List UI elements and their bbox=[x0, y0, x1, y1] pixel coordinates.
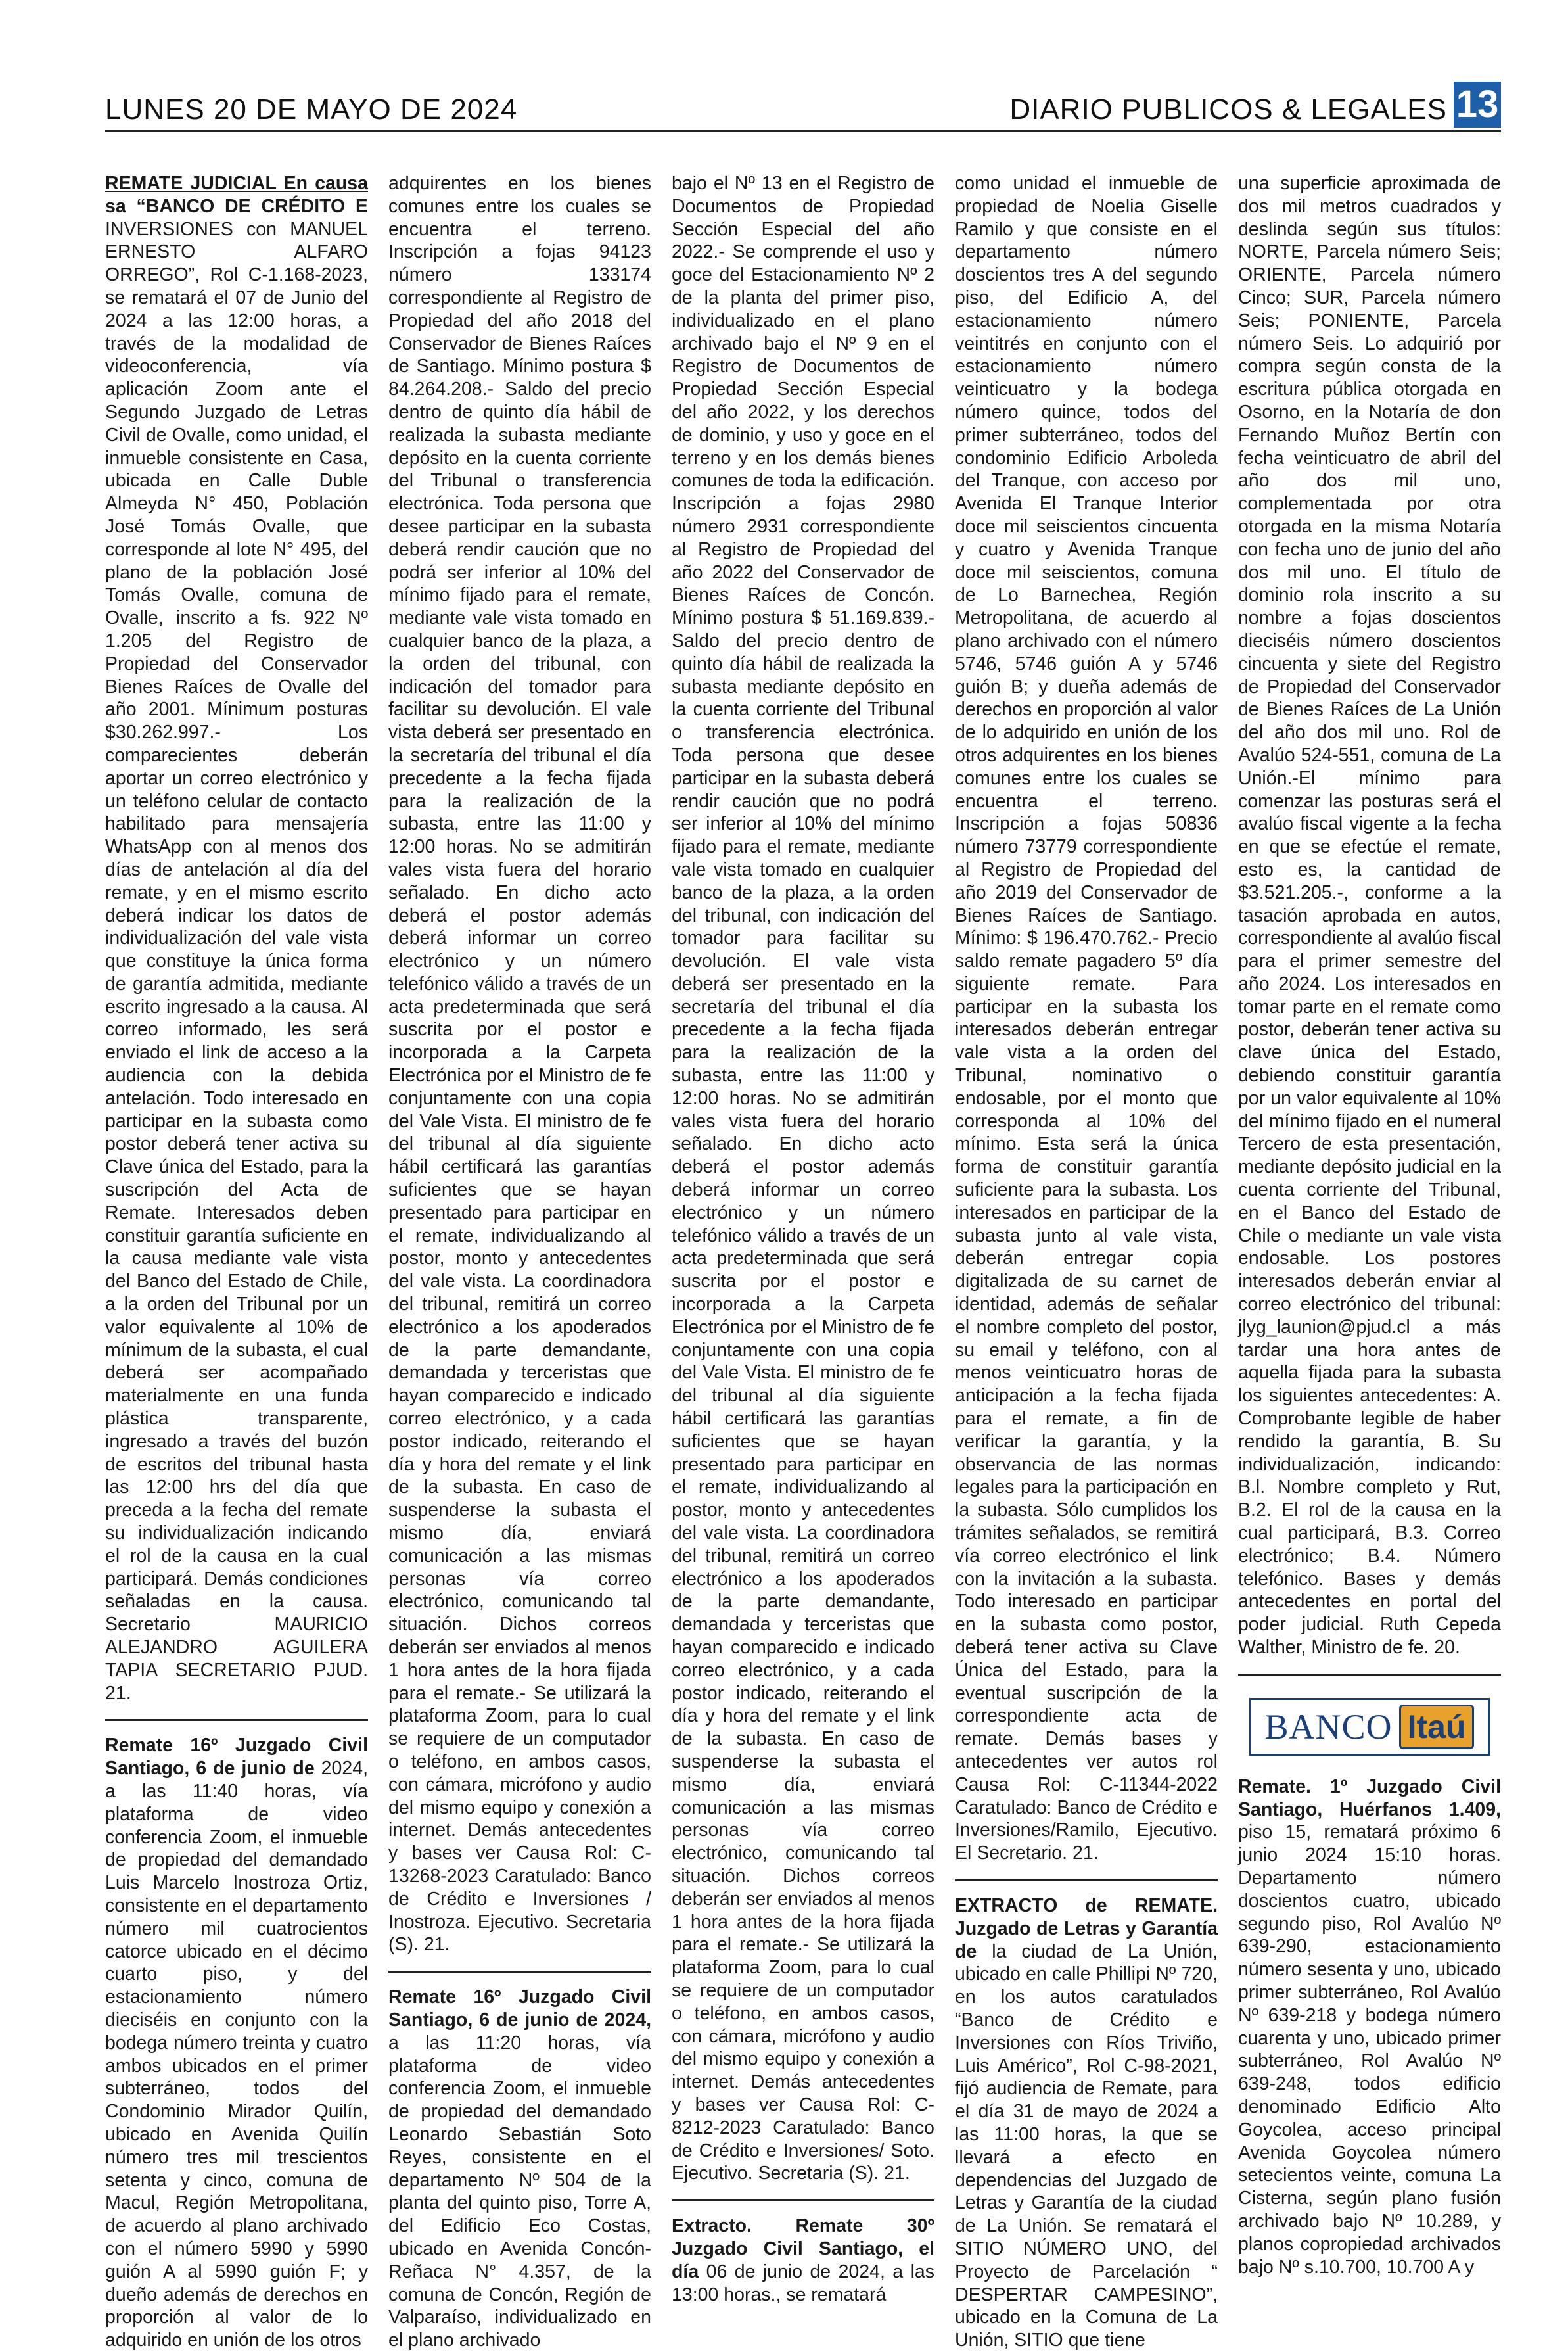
notice-divider bbox=[1238, 1674, 1501, 1676]
logo-banco-text: BANCO bbox=[1264, 1706, 1393, 1747]
notice-divider bbox=[672, 2199, 934, 2201]
notice-body: 06 de junio de 2024, a las 13:00 horas., se rematará bbox=[672, 2261, 934, 2305]
banco-itau-logo bbox=[1249, 1698, 1490, 1756]
notice-divider bbox=[105, 1719, 368, 1721]
notice-body: bajo el Nº 13 en el Registro de Documentos de Propiedad Sección Especial del año 2022.- Se comprende el uso y goce del Estacionamiento Nº 2 de la planta del primer piso, individualizado en el plano archivado bajo el Nº 9 en el Registro de Documentos de Propiedad Sección Especial del año 2022, y los derechos de dominio, y uso y goce en el terreno y en los demás bienes comunes de toda la edificación. Inscripción a fojas 2980 número 2931 correspondiente al Registro de Propiedad del año 2022 del Conservador de Bienes Raíces de Concón. Mínimo postura $ 51.169.839.- Saldo del precio dentro de quinto día hábil de realizada la subasta mediante depósito en la cuenta corriente del Tribunal o transferencia electrónica. Toda persona que desee participar en la subasta deberá rendir caución que no podrá ser inferior al 10% del mínimo fijado para el remate, mediante vale vista tomado en cualquier banco de la plaza, a la orden del tribunal, con indicación del tomador para facilitar su devolución. El vale vista deberá ser presentado en la secretaría del tribunal el día precedente a la fecha fijada para la realización de la subasta, entre las 11:00 y 12:00 horas. No se admitirán vales vista fuera del horario señalado. En dicho acto deberá el postor además deberá informar un correo electrónico y un número telefónico válido a través de un acta predeterminada que será suscrita por el postor e incorporada a la Carpeta Electrónica por el Ministro de fe conjuntamente con una copia del Vale Vista. El ministro de fe del tribunal al día siguiente hábil certificará las garantías suficientes que se hayan presentado para participar en el remate, individualizando al postor, monto y antecedentes del vale vista. La coordinadora del tribunal, remitirá un correo electrónico a los apoderados de la parte demandante, demandada y terceristas que hayan comparecido e indicado correo electrónico, y a cada postor indicado, reiterando el día y hora del remate y el link de la subasta. En caso de suspenderse la subasta el mismo día, enviará comunicación a las mismas personas vía correo electrónico, comunicando tal situación. Dichos correos deberán ser enviados al menos 1 hora antes de la hora fijada para el remate.- Se utilizará la plataforma Zoom, para lo cual se requiere de un computador o teléfono, en ambos casos, con cámara, micrófono y audio del mismo equipo y conexión a internet. Demás antecedentes y bases ver Causa Rol: C-8212-2023 Caratulado: Banco de Crédito e Inversiones/ Soto. Ejecutivo. Secretaria (S). 21. bbox=[672, 173, 934, 2184]
notice-title: EXTRACTO de REMATE. Juzgado de Letras y Garantía de bbox=[955, 1894, 1218, 1962]
notice-title: Extracto. Remate 30º Juzgado Civil Santiago, el día bbox=[672, 2215, 934, 2282]
notice-title-cont: sa “BANCO DE CRÉDITO E bbox=[105, 195, 368, 217]
notice-body: como unidad el inmueble de propiedad de Noelia Giselle Ramilo y que consiste en el departamento número doscientos tres A del segundo piso, del Edificio A, del estacionamiento número veintitrés en conjunto con el estacionamiento número veinticuatro y la bodega número quince, todos del primer subterráneo, todos del condominio Edificio Arboleda del Tranque, con acceso por Avenida El Tranque Interior doce mil seiscientos cincuenta y cuatro y Avenida Tranque doce mil seiscientos, comuna de Lo Barnechea, Región Metropolitana, de acuerdo al plano archivado con el número 5746, 5746 guión A y 5746 guión B; y dueña además de derechos en proporción al valor de lo adquirido en unión de los otros adquirentes en los bienes comunes entre los cuales se encuentra el terreno. Inscripción a fojas 50836 número 73779 correspondiente al Registro de Propiedad del año 2019 del Conservador de Bienes Raíces de Santiago. Mínimo: $ 196.470.762.- Precio saldo remate pagadero 5º día siguiente remate. Para participar en la subasta los interesados deberán entregar vale vista a la orden del Tribunal, nominativo o endosable, por el monto que corresponda al 10% del mínimo. Esta será la única forma de constituir garantía suficiente para la subasta. Los interesados en participar de la subasta junto al vale vista, deberán entregar copia digitalizada de su carnet de identidad, además de señalar el nombre completo del postor, su email y teléfono, con al menos veinticuatro horas de anticipación a la fecha fijada para el remate, a fin de verificar la garantía, y la observancia de las normas legales para la participación en la subasta. Sólo cumplidos los trámites señalados, se remitirá vía correo electrónico el link con la invitación a la subasta. Todo interesado en participar en la subasta como postor, deberá tener activa su Clave Única del Estado, para la eventual suscripción de la correspondiente acta de remate. Demás bases y antecedentes ver autos rol Causa Rol: C-11344-2022 Caratulado: Banco de Crédito e Inversiones/Ramilo, Ejecutivo. El Secretario. 21. bbox=[955, 173, 1218, 1864]
logo-itau-text: Itaú bbox=[1399, 1705, 1475, 1749]
classifieds-columns bbox=[105, 172, 1501, 2351]
notice-continuation bbox=[672, 172, 934, 2185]
notice-remate-16-juzgado-macul bbox=[105, 1734, 368, 2352]
notice-body: 2024, a las 11:40 horas, vía plataforma de video conferencia Zoom, el inmueble de propiedad del demandado Luis Marcelo Inostroza Ortiz, consistente en el departamento número mil cuatrocientos catorce ubicado en el décimo cuarto piso, y del estacionamiento número dieciséis en conjunto con la bodega número treinta y cuatro ambos ubicados en el primer subterráneo, todos del Condominio Mirador Quilín, ubicado en Avenida Quilín número tres mil trescientos setenta y cinco, comuna de Macul, Región Metropolitana, de acuerdo al plano archivado con el número 5990 y 5990 guión A al 5990 guión F; y dueño además de derechos en proporción al valor de lo adquirido en unión de los otros bbox=[105, 1758, 368, 2351]
notice-body: piso 15, rematará próximo 6 junio 2024 15:10 horas. Departamento número doscientos cuatro, ubicado segundo piso, Rol Avalúo Nº 639-290, estacionamiento número sesenta y uno, ubicado primer subterráneo, Rol Avalúo Nº 639-218 y bodega número cuarenta y uno, ubicado primer subterráneo, Rol Avalúo Nº 639-248, todos edificio denominado Edificio Alto Goycolea, acceso principal Avenida Goycolea número setecientos veinte, comuna La Cisterna, según plano fusión archivado bajo Nº 10.289, y planos copropiedad archivados bajo Nº s.10.700, 10.700 A y bbox=[1238, 1822, 1501, 2278]
column-4 bbox=[955, 172, 1218, 2351]
notice-remate-judicial-ovalle bbox=[105, 172, 368, 1705]
notice-continuation bbox=[1238, 172, 1501, 1659]
column-1 bbox=[105, 172, 368, 2351]
notice-title: Remate. 1º Juzgado Civil Santiago, Huérfanos 1.409, bbox=[1238, 1776, 1501, 1820]
notice-divider bbox=[955, 1879, 1218, 1881]
notice-body: la ciudad de La Unión, ubicado en calle Phillipi Nº 720, en los autos caratulados “Banco de Crédito e Inversiones con Ríos Triviño, Luis Américo”, Rol C-98-2021, fijó audiencia de Remate, para el día 31 de mayo de 2024 a las 11:00 horas, la que se llevará a efecto en dependencias del Juzgado de Letras y Garantía de la ciudad de La Unión. Se rematará el SITIO NÚMERO UNO, del Proyecto de Parcelación “ DESPERTAR CAMPESINO”, ubicado en la Comuna de La Unión, SITIO que tiene bbox=[955, 1940, 1218, 2351]
header-date: LUNES 20 DE MAYO DE 2024 bbox=[105, 93, 518, 126]
notice-body: INVERSIONES con MANUEL ERNESTO ALFARO ORREGO”, Rol C-1.168-2023, se rematará el 07 de Junio del 2024 a las 12:00 horas, a través de la modalidad de videoconferencia, vía aplicación Zoom ante el Segundo Juzgado de Letras Civil de Ovalle, como unidad, el inmueble consistente en Casa, ubicada en Calle Duble Almeyda N° 450, Población José Tomás Ovalle, que corresponde al lote N° 495, del plano de la población José Tomás Ovalle, comuna de Ovalle, inscrito a fs. 922 Nº 1.205 del Registro de Propiedad del Conservador Bienes Raíces de Ovalle del año 2001. Mínimum posturas $30.262.997.- Los comparecientes deberán aportar un correo electrónico y un teléfono celular de contacto habilitado para mensajería WhatsApp con al menos dos días de antelación al día del remate, y en el mismo escrito deberá indicar los datos de individualización del vale vista que constituye la única forma de garantía admitida, mediante escrito ingresado a la causa. Al correo informado, les será enviado el link de acceso a la audiencia con la debida antelación. Todo interesado en participar en la subasta como postor deberá tener activa su Clave única del Estado, para la suscripción del Acta de Remate. Interesados deben constituir garantía suficiente en la causa mediante vale vista del Banco del Estado de Chile, a la orden del Tribunal por un valor equivalente al 10% de mínimum de la subasta, el cual deberá ser acompañado materialmente en una funda plástica transparente, ingresado a través del buzón de escritos del tribunal hasta las 12:00 hrs del día que preceda a la fecha del remate su individualización indicando el rol de la causa en la cual participará. Demás condiciones señaladas en la causa. Secretario MAURICIO ALEJANDRO AGUILERA TAPIA SECRETARIO PJUD. 21. bbox=[105, 218, 368, 1704]
column-3 bbox=[672, 172, 934, 2305]
notice-extracto-la-union bbox=[955, 1894, 1218, 2352]
column-5 bbox=[1238, 172, 1501, 2278]
notice-divider bbox=[388, 1971, 651, 1973]
page-number-badge: 13 bbox=[1454, 82, 1501, 128]
notice-extracto-30-juzgado bbox=[672, 2215, 934, 2306]
notice-title: Remate 16º Juzgado Civil Santiago, 6 de junio de 2024, bbox=[388, 1987, 651, 2031]
notice-body: adquirentes en los bienes comunes entre los cuales se encuentra el terreno. Inscripción a fojas 94123 número 133174 correspondiente al Registro de Propiedad del año 2018 del Conservador de Bienes Raíces de Santiago. Mínimo postura $ 84.264.208.- Saldo del precio dentro de quinto día hábil de realizada la subasta mediante depósito en la cuenta corriente del Tribunal o transferencia electrónica. Toda persona que desee participar en la subasta deberá rendir caución que no podrá ser inferior al 10% del mínimo fijado para el remate, mediante vale vista tomado en cualquier banco de la plaza, a la orden del tribunal, con indicación del tomador para facilitar su devolución. El vale vista deberá ser presentado en la secretaría del tribunal el día precedente a la fecha fijada para la realización de la subasta, entre las 11:00 y 12:00 horas. No se admitirán vales vista fuera del horario señalado. En dicho acto deberá el postor además deberá informar un correo electrónico y un número telefónico válido a través de un acta predeterminada que será suscrita por el postor e incorporada a la Carpeta Electrónica por el Ministro de fe conjuntamente con una copia del Vale Vista. El ministro de fe del tribunal al día siguiente hábil certificará las garantías suficientes que se hayan presentado para participar en el remate, individualizando al postor, monto y antecedentes del vale vista. La coordinadora del tribunal, remitirá un correo electrónico a los apoderados de la parte demandante, demandada y terceristas que hayan comparecido e indicado correo electrónico, y a cada postor indicado, reiterando el día y hora del remate y el link de la subasta. En caso de suspenderse la subasta el mismo día, enviará comunicación a las mismas personas vía correo electrónico, comunicando tal situación. Dichos correos deberán ser enviados al menos 1 hora antes de la hora fijada para el remate.- Se utilizará la plataforma Zoom, para lo cual se requiere de un computador o teléfono, en ambos casos, con cámara, micrófono y audio del mismo equipo y conexión a internet. Demás antecedentes y bases ver Causa Rol: C-13268-2023 Caratulado: Banco de Crédito e Inversiones / Inostroza. Ejecutivo. Secretaria (S). 21. bbox=[388, 173, 651, 1956]
page-header bbox=[105, 76, 1501, 132]
notice-remate-16-juzgado-concon bbox=[388, 1986, 651, 2352]
notice-continuation bbox=[388, 172, 651, 1956]
notice-body: una superficie aproximada de dos mil metros cuadrados y deslinda según sus títulos: NORTE, Parcela número Seis; ORIENTE, Parcela número Cinco; SUR, Parcela número Seis; PONIENTE, Parcela número Seis. Lo adquirió por compra según consta de la escritura pública otorgada en Osorno, en la Notaría de don Fernando Muñoz Bertín con fecha veinticuatro de abril del año dos mil uno, complementada por otra otorgada en la misma Notaría con fecha uno de junio del año dos mil uno. El título de dominio rola inscrito a su nombre a fojas doscientos dieciséis número doscientos cincuenta y siete del Registro de Propiedad del Conservador de Bienes Raíces de La Unión del año dos mil uno. Rol de Avalúo 524-551, comuna de La Unión.-El mínimo para comenzar las posturas será el avalúo fiscal vigente a la fecha en que se efectúe el remate, esto es, la cantidad de $3.521.205.-, conforme a la tasación aprobada en autos, correspondiente al avalúo fiscal para el primer semestre del año 2024. Los interesados en tomar parte en el remate como postor, deberán tener activa su clave única del Estado, debiendo constituir garantía por un valor equivalente al 10% del mínimo fijado en el numeral Tercero de esta presentación, mediante depósito judicial en la cuenta corriente del Tribunal, en el Banco del Estado de Chile o mediante un vale vista endosable. Los postores interesados deberán enviar al correo electrónico del tribunal: jlyg_launion@pjud.cl a más tardar una hora antes de aquella fijada para la subasta los siguientes antecedentes: A. Comprobante legible de haber rendido la garantía, B. Su individualización, indicando: B.l. Nombre completo y Rut, B.2. El rol de la causa en la cual participará, B.3. Correo electrónico; B.4. Número telefónico. Bases y demás antecedentes en portal del poder judicial. Ruth Cepeda Walther, Ministro de fe. 20. bbox=[1238, 173, 1501, 1658]
notice-title: REMATE JUDICIAL En causa bbox=[105, 173, 368, 194]
notice-remate-1-juzgado bbox=[1238, 1776, 1501, 2279]
notice-body: a las 11:20 horas, vía plataforma de video conferencia Zoom, el inmueble de propiedad del demandado Leonardo Sebastián Soto Reyes, consistente en el departamento Nº 504 de la planta del quinto piso, Torre A, del Edificio Eco Costas, ubicado en Avenida Concón- Reñaca N° 4.357, de la comuna de Concón, Región de Valparaíso, individualizado en el plano archivado bbox=[388, 2032, 651, 2351]
notice-title: Remate 16º Juzgado Civil Santiago, 6 de junio de bbox=[105, 1735, 368, 1779]
notice-continuation bbox=[955, 172, 1218, 1865]
header-paper-name: DIARIO PUBLICOS & LEGALES bbox=[1009, 93, 1447, 126]
column-2 bbox=[388, 172, 651, 2351]
